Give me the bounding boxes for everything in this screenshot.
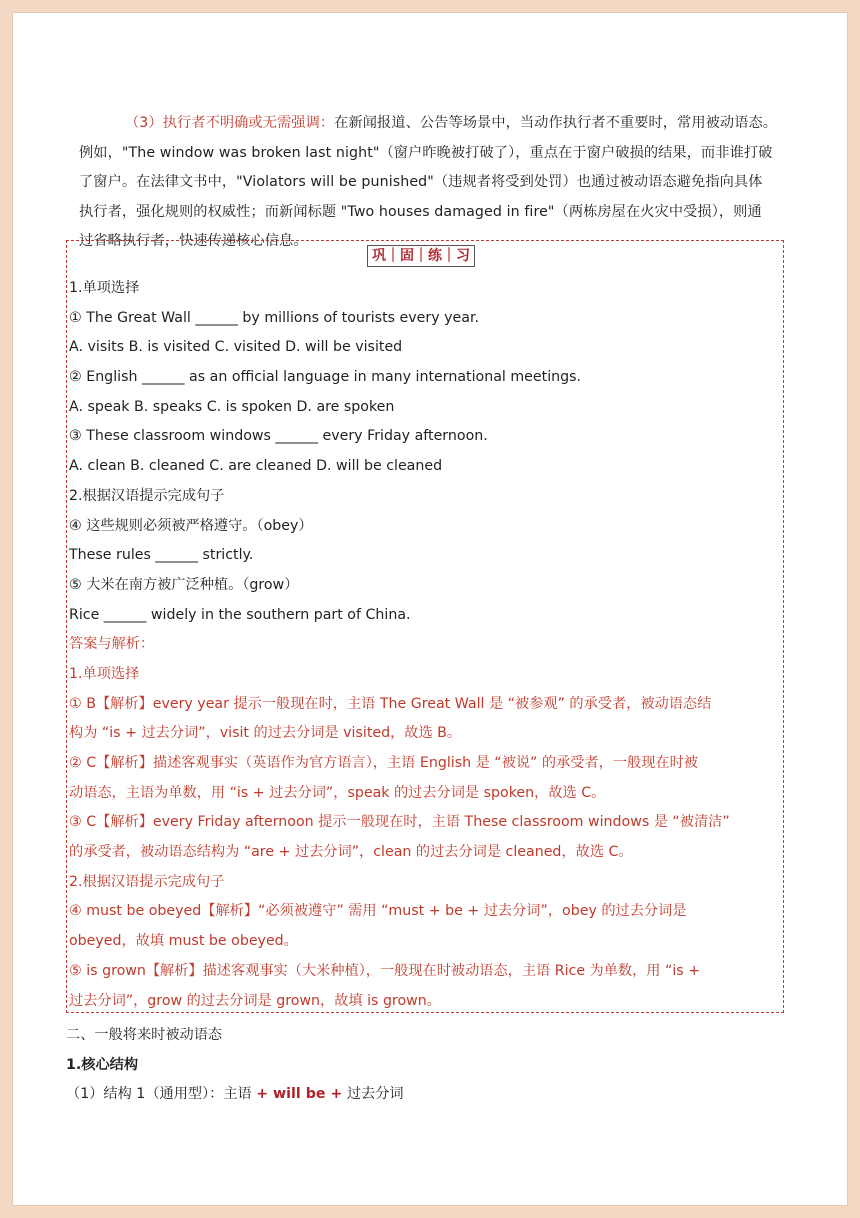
answer-explanation: 构为 “is + 过去分词”，visit 的过去分词是 visited，故选 B。	[69, 725, 462, 742]
options-line: A. clean B. cleaned C. are cleaned D. will be cleaned	[69, 458, 443, 475]
answer-explanation: ② C【解析】描述客观事实（英语作为官方语言），主语 English 是 “被说” 的承受者，一般现在时被	[69, 755, 698, 771]
answers-subheading: 1.单项选择	[69, 665, 140, 682]
structure-line: （1）结构 1（通用型）：主语 + will be + 过去分词	[66, 1086, 404, 1103]
options-line: A. speak B. speaks C. is spoken D. are spoken	[69, 398, 395, 415]
answers-subheading: 2.根据汉语提示完成句子	[69, 873, 225, 890]
answer-blank-line: Rice ______ widely in the southern part of China.	[69, 606, 411, 623]
intro-line: （3）执行者不明确或无需强调：在新闻报道、公告等场景中，当动作执行者不重要时，常用被动语态。	[125, 115, 778, 131]
answers-heading: 答案与解析：	[69, 636, 155, 653]
intro-paragraph	[79, 109, 803, 257]
answer-explanation: obeyed，故填 must be obeyed。	[69, 933, 298, 950]
exercise-heading: 2.根据汉语提示完成句子	[69, 487, 225, 504]
answer-explanation: 动语态，主语为单数，用 “is + 过去分词”，speak 的过去分词是 spoken，故选 C。	[69, 784, 606, 801]
question-line: ⑤ 大米在南方被广泛种植。（grow）	[69, 576, 299, 593]
options-line: A. visits B. is visited C. visited D. will be visited	[69, 339, 403, 356]
exercise-title: 巩｜固｜练｜习	[367, 245, 475, 267]
core-structure-title: 1.核心结构	[66, 1056, 139, 1073]
answer-explanation: 的承受者，被动语态结构为 “are + 过去分词”，clean 的过去分词是 cleaned，故选 C。	[69, 844, 633, 861]
answer-explanation: ③ C【解析】every Friday afternoon 提示一般现在时，主语 These classroom windows 是 “被清洁”	[69, 814, 730, 831]
exercise-heading: 1.单项选择	[69, 280, 140, 296]
answer-explanation: ⑤ is grown【解析】描述客观事实（大米种植），一般现在时被动语态，主语 Rice 为单数，用 “is +	[69, 962, 701, 979]
intro-line: 执行者，强化规则的权威性；而新闻标题 "Two houses damaged in fire"（两栋房屋在火灾中受损），则通	[79, 203, 762, 220]
answer-explanation: 过去分词”，grow 的过去分词是 grown，故填 is grown。	[69, 992, 441, 1009]
structure-formula: + will be +	[256, 1086, 343, 1103]
intro-line: 过省略执行者，快速传递核心信息。	[79, 233, 308, 250]
answer-blank-line: These rules ______ strictly.	[69, 547, 254, 564]
exercise-lines	[69, 274, 779, 1016]
question-line: ④ 这些规则必须被严格遵守。（obey）	[69, 517, 313, 534]
exercise-box	[66, 240, 784, 1013]
question-line: ③ These classroom windows ______ every Friday afternoon.	[69, 428, 488, 445]
next-section	[66, 1021, 790, 1110]
intro-label: （3）执行者不明确或无需强调：	[125, 115, 335, 131]
section-title: 二、一般将来时被动语态	[66, 1027, 223, 1043]
question-line: ① The Great Wall ______ by millions of tourists every year.	[69, 309, 479, 326]
answer-explanation: ④ must be obeyed【解析】“必须被遵守” 需用 “must + be + 过去分词”，obey 的过去分词是	[69, 903, 687, 920]
answer-explanation: ① B【解析】every year 提示一般现在时，主语 The Great Wall 是 “被参观” 的承受者，被动语态结	[69, 695, 712, 712]
intro-line: 例如，"The window was broken last night"（窗户昨晚被打破了），重点在于窗户破损的结果，而非谁打破	[79, 144, 773, 161]
intro-line: 了窗户。在法律文书中，"Violators will be punished"（违规者将受到处罚）也通过被动语态避免指向具体	[79, 174, 763, 191]
question-line: ② English ______ as an official language in many international meetings.	[69, 369, 582, 386]
